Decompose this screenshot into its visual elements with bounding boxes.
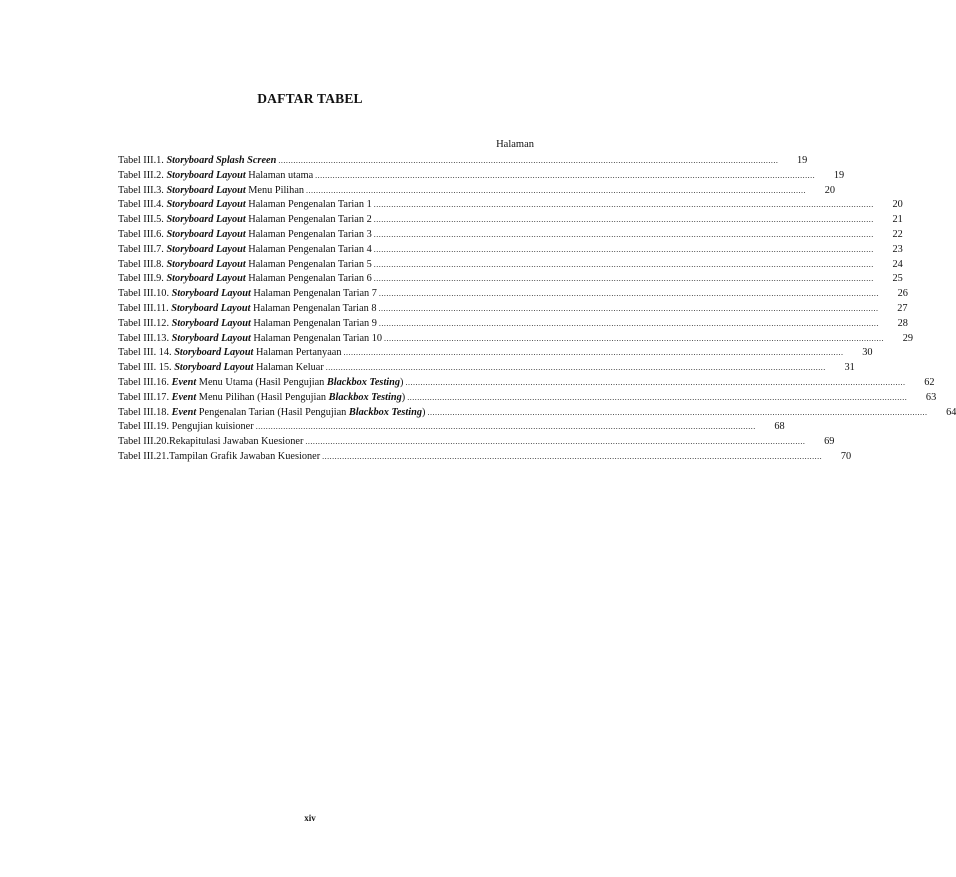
list-item bbox=[118, 154, 808, 169]
table-entry-label bbox=[118, 213, 372, 228]
table-entry-label bbox=[118, 198, 372, 213]
entry-text: Pengenalan Tarian (Hasil Pengujian bbox=[196, 406, 349, 418]
dot-leader: ........................................................................................................................................................................................................ bbox=[427, 407, 928, 417]
entry-text: Tabel III.9. bbox=[118, 273, 167, 285]
table-list bbox=[118, 154, 956, 465]
entry-text: Halaman Pengenalan Tarian 5 bbox=[245, 258, 372, 270]
table-entry-label bbox=[118, 346, 341, 361]
page-number: 19 bbox=[797, 155, 808, 166]
page-number: 62 bbox=[924, 376, 935, 388]
entry-text: Tabel III.8. bbox=[118, 258, 167, 270]
entry-text: Menu Utama (Hasil Pengujian bbox=[196, 376, 327, 388]
dot-leader: ........................................................................................................................................................................................................ bbox=[278, 156, 779, 165]
entry-text: Tabel III. 14. bbox=[118, 347, 175, 359]
page-number: 69 bbox=[824, 436, 835, 448]
entry-text: Halaman Pengenalan Tarian 8 bbox=[250, 302, 377, 314]
entry-text: Tabel III.13. bbox=[118, 332, 172, 344]
entry-text: Tabel III.7. bbox=[118, 243, 167, 255]
table-entry-label bbox=[118, 406, 425, 421]
table-entry-label bbox=[118, 243, 372, 258]
page-number: 26 bbox=[897, 288, 908, 300]
page-number: 30 bbox=[862, 347, 873, 359]
dot-leader: ........................................................................................................................................................................................................ bbox=[373, 259, 874, 269]
entry-text: Halaman Pengenalan Tarian 4 bbox=[245, 243, 372, 255]
page-number: 68 bbox=[774, 421, 785, 433]
list-item bbox=[118, 420, 785, 435]
table-entry-label bbox=[118, 376, 403, 391]
entry-emphasis: Event bbox=[171, 376, 197, 388]
entry-text: Tabel III.18. bbox=[118, 406, 172, 418]
dot-leader: ........................................................................................................................................................................................................ bbox=[343, 348, 844, 358]
table-entry-label bbox=[118, 228, 372, 243]
entry-emphasis: Storyboard Layout bbox=[171, 332, 251, 344]
page-number: 24 bbox=[892, 258, 903, 270]
page-number: 22 bbox=[892, 228, 903, 240]
entry-emphasis: Storyboard Layout bbox=[166, 228, 246, 240]
list-item bbox=[118, 376, 935, 391]
entry-text: Halaman Pengenalan Tarian 9 bbox=[250, 317, 377, 329]
page-number: 20 bbox=[892, 199, 903, 211]
entry-text: Halaman Pengenalan Tarian 7 bbox=[250, 288, 377, 300]
entry-text: Tabel III.1. bbox=[118, 155, 167, 166]
dot-leader: ........................................................................................................................................................................................................ bbox=[373, 215, 874, 225]
list-item bbox=[118, 198, 903, 213]
entry-emphasis: Storyboard Layout bbox=[171, 317, 251, 329]
list-item bbox=[118, 450, 852, 465]
entry-emphasis: Storyboard Layout bbox=[166, 214, 246, 226]
dot-leader: ........................................................................................................................................................................................................ bbox=[315, 170, 816, 180]
entry-text: Tabel III.11. bbox=[118, 302, 172, 314]
page-number: 63 bbox=[925, 391, 937, 403]
entry-text: Halaman Pengenalan Tarian 3 bbox=[245, 228, 372, 240]
entry-text: Halaman Pengenalan Tarian 2 bbox=[245, 214, 372, 226]
list-item bbox=[118, 435, 835, 450]
list-item bbox=[118, 258, 903, 273]
entry-text: Tabel III.21.Tampilan Grafik Jawaban Kuesioner bbox=[118, 450, 321, 462]
page-number: 23 bbox=[892, 243, 903, 255]
entry-text: Tabel III.10. bbox=[118, 288, 172, 300]
entry-text: Tabel III.12. bbox=[118, 317, 172, 329]
entry-text: Menu Pilihan (Hasil Pengujian bbox=[196, 391, 329, 403]
entry-text: Halaman Pengenalan Tarian 1 bbox=[245, 199, 372, 211]
dot-leader: ........................................................................................................................................................................................................ bbox=[305, 437, 806, 447]
entry-emphasis: Storyboard Layout bbox=[166, 243, 246, 255]
entry-text: Halaman Pengenalan Tarian 10 bbox=[250, 332, 383, 344]
entry-text: Tabel III.16. bbox=[118, 376, 172, 388]
entry-text: Menu Pilihan bbox=[245, 184, 305, 196]
page-number: 70 bbox=[840, 450, 852, 462]
dot-leader: ........................................................................................................................................................................................................ bbox=[407, 392, 908, 402]
page-number: 29 bbox=[902, 332, 914, 344]
table-entry-label bbox=[118, 287, 377, 302]
entry-emphasis: Storyboard Layout bbox=[174, 362, 254, 374]
entry-emphasis: Event bbox=[171, 391, 197, 403]
table-entry-label bbox=[118, 332, 382, 347]
list-item bbox=[118, 287, 908, 302]
entry-text: Tabel III.17. bbox=[118, 391, 172, 403]
list-item bbox=[118, 332, 914, 347]
entry-emphasis: Storyboard Layout bbox=[174, 347, 254, 359]
list-item bbox=[118, 228, 903, 243]
page-number: 27 bbox=[897, 302, 908, 314]
entry-emphasis: Storyboard Layout bbox=[166, 273, 246, 285]
table-entry-label bbox=[118, 420, 254, 435]
entry-text: ) bbox=[400, 376, 404, 388]
page-number: 28 bbox=[897, 317, 908, 329]
page-column-header: Halaman bbox=[496, 139, 534, 150]
entry-emphasis: Storyboard Layout bbox=[166, 199, 246, 211]
list-item bbox=[118, 391, 937, 406]
entry-text: Halaman utama bbox=[245, 169, 314, 181]
page-number: 19 bbox=[833, 169, 845, 181]
dot-leader: ........................................................................................................................................................................................................ bbox=[384, 333, 885, 343]
entry-text: ) bbox=[422, 406, 426, 418]
entry-text: Tabel III. 15. bbox=[118, 362, 175, 374]
dot-leader: ........................................................................................................................................................................................................ bbox=[325, 363, 826, 373]
entry-emphasis: Storyboard Layout bbox=[166, 258, 246, 270]
table-entry-label bbox=[118, 258, 372, 273]
entry-emphasis: Event bbox=[171, 406, 197, 418]
page-number: 20 bbox=[824, 184, 836, 196]
list-item bbox=[118, 243, 903, 258]
table-entry-label bbox=[118, 272, 372, 287]
table-entry-label bbox=[118, 391, 405, 406]
list-item bbox=[118, 184, 836, 199]
dot-leader: ........................................................................................................................................................................................................ bbox=[405, 377, 906, 387]
dot-leader: ........................................................................................................................................................................................................ bbox=[373, 274, 874, 284]
page-number: 21 bbox=[892, 214, 903, 226]
table-entry-label bbox=[118, 450, 320, 465]
page-number: 64 bbox=[946, 406, 956, 418]
table-entry-label bbox=[118, 317, 377, 332]
entry-text: ) bbox=[401, 391, 406, 403]
entry-text: Halaman Pengenalan Tarian 6 bbox=[245, 273, 372, 285]
page-number-footer: xiv bbox=[304, 813, 316, 823]
entry-emphasis: Storyboard Splash Screen bbox=[166, 155, 277, 166]
dot-leader: ........................................................................................................................................................................................................ bbox=[373, 200, 874, 210]
page-number: 25 bbox=[892, 273, 903, 285]
list-item bbox=[118, 169, 845, 184]
table-entry-label bbox=[118, 361, 324, 376]
page-number: 31 bbox=[844, 362, 855, 374]
list-item bbox=[118, 302, 908, 317]
dot-leader: ........................................................................................................................................................................................................ bbox=[378, 289, 879, 299]
table-entry-label bbox=[118, 169, 313, 184]
list-item bbox=[118, 213, 903, 228]
entry-emphasis: Storyboard Layout bbox=[166, 184, 246, 196]
entry-emphasis: Blackbox Testing bbox=[328, 391, 402, 403]
dot-leader: ........................................................................................................................................................................................................ bbox=[378, 318, 879, 328]
table-entry-label bbox=[118, 184, 304, 199]
entry-text: Tabel III.19. Pengujian kuisioner bbox=[118, 421, 254, 433]
entry-emphasis: Blackbox Testing bbox=[326, 376, 401, 388]
list-item bbox=[118, 406, 956, 421]
entry-emphasis: Storyboard Layout bbox=[171, 302, 251, 314]
entry-emphasis: Storyboard Layout bbox=[166, 169, 246, 181]
entry-text: Halaman Pertanyaan bbox=[253, 347, 342, 359]
table-entry-label bbox=[118, 435, 303, 450]
dot-leader: ........................................................................................................................................................................................................ bbox=[378, 303, 879, 313]
dot-leader: ........................................................................................................................................................................................................ bbox=[306, 185, 807, 195]
entry-text: Halaman Keluar bbox=[253, 362, 324, 374]
list-item bbox=[118, 272, 903, 287]
table-entry-label bbox=[118, 154, 276, 169]
entry-emphasis: Storyboard Layout bbox=[171, 288, 251, 300]
dot-leader: ........................................................................................................................................................................................................ bbox=[322, 451, 823, 461]
entry-text: Tabel III.3. bbox=[118, 184, 167, 196]
page-title: DAFTAR TABEL bbox=[257, 91, 363, 106]
dot-leader: ........................................................................................................................................................................................................ bbox=[255, 422, 756, 432]
table-entry-label bbox=[118, 302, 377, 317]
list-item bbox=[118, 317, 908, 332]
entry-emphasis: Blackbox Testing bbox=[348, 406, 423, 418]
dot-leader: ........................................................................................................................................................................................................ bbox=[373, 244, 874, 254]
dot-leader: ........................................................................................................................................................................................................ bbox=[373, 229, 874, 239]
entry-text: Tabel III.6. bbox=[118, 228, 167, 240]
entry-text: Tabel III.2. bbox=[118, 169, 167, 181]
entry-text: Tabel III.20.Rekapitulasi Jawaban Kuesioner bbox=[118, 436, 304, 448]
list-item bbox=[118, 346, 873, 361]
entry-text: Tabel III.5. bbox=[118, 214, 167, 226]
entry-text: Tabel III.4. bbox=[118, 199, 167, 211]
list-item bbox=[118, 361, 855, 376]
